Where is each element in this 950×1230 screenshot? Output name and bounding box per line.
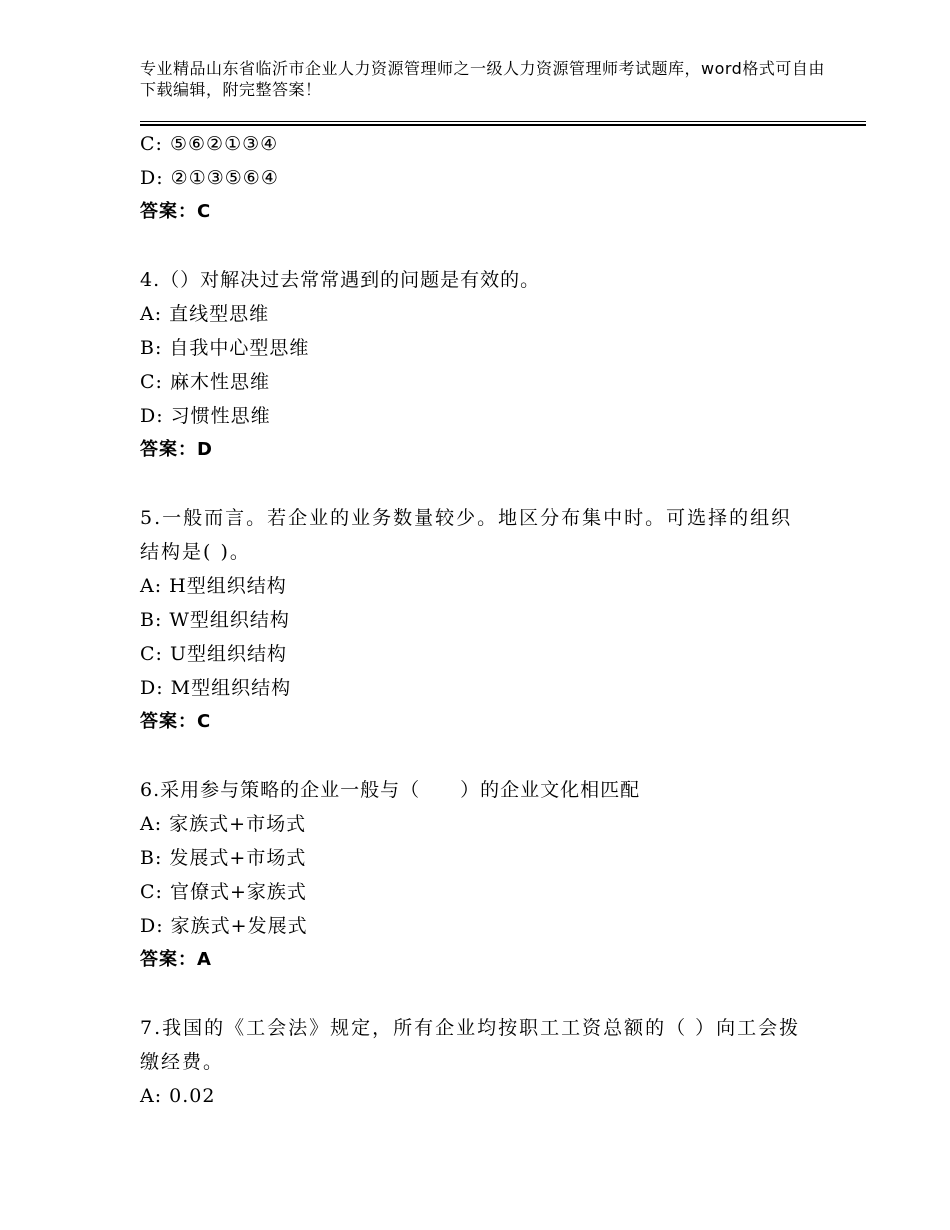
- document-header: [140, 58, 840, 100]
- answer-label: 答案：D: [140, 439, 213, 460]
- spacer: [140, 229, 866, 263]
- question-block-3-continued: [140, 127, 866, 229]
- question-stem: 7.我国的《工会法》规定，所有企业均按职工工资总额的（ ）向工会拨缴经费。: [140, 1017, 801, 1073]
- option-c: C: 麻木性思维: [140, 371, 270, 393]
- question-block-7: [140, 1011, 866, 1113]
- option-c: C: U型组织结构: [140, 643, 287, 665]
- option-a: A: 家族式+市场式: [140, 813, 307, 835]
- answer-label: 答案：C: [140, 711, 212, 732]
- answer-label: 答案：A: [140, 949, 212, 970]
- option-a: A: H型组织结构: [140, 575, 287, 597]
- option-b: B: W型组织结构: [140, 609, 290, 631]
- question-block-5: [140, 501, 866, 739]
- spacer: [140, 977, 866, 1011]
- question-stem: 6.采用参与策略的企业一般与（ ）的企业文化相匹配: [140, 779, 641, 801]
- option-c: C: 官僚式+家族式: [140, 881, 307, 903]
- header-divider-thin: [140, 121, 866, 122]
- option-d: D: 家族式+发展式: [140, 915, 308, 937]
- header-divider-thick: [140, 124, 866, 126]
- spacer: [140, 739, 866, 773]
- option-d: D: 习惯性思维: [140, 405, 271, 427]
- question-stem: 4.（）对解决过去常常遇到的问题是有效的。: [140, 269, 541, 291]
- option-c: C: ⑤⑥②①③④: [140, 133, 279, 155]
- option-b: B: 自我中心型思维: [140, 337, 310, 359]
- option-b: B: 发展式+市场式: [140, 847, 307, 869]
- question-stem: 5.一般而言。若企业的业务数量较少。地区分布集中时。可选择的组织结构是( )。: [140, 507, 793, 563]
- question-list: [140, 127, 866, 1113]
- option-a: A: 直线型思维: [140, 303, 270, 325]
- option-d: D: M型组织结构: [140, 677, 292, 699]
- spacer: [140, 467, 866, 501]
- option-a: A: 0.02: [140, 1085, 216, 1107]
- document-title: 专业精品山东省临沂市企业人力资源管理师之一级人力资源管理师考试题库，word格式可自由下载编辑，附完整答案！: [140, 59, 825, 99]
- question-block-4: [140, 263, 866, 467]
- question-block-6: [140, 773, 866, 977]
- answer-label: 答案：C: [140, 201, 212, 222]
- option-d: D: ②①③⑤⑥④: [140, 167, 279, 189]
